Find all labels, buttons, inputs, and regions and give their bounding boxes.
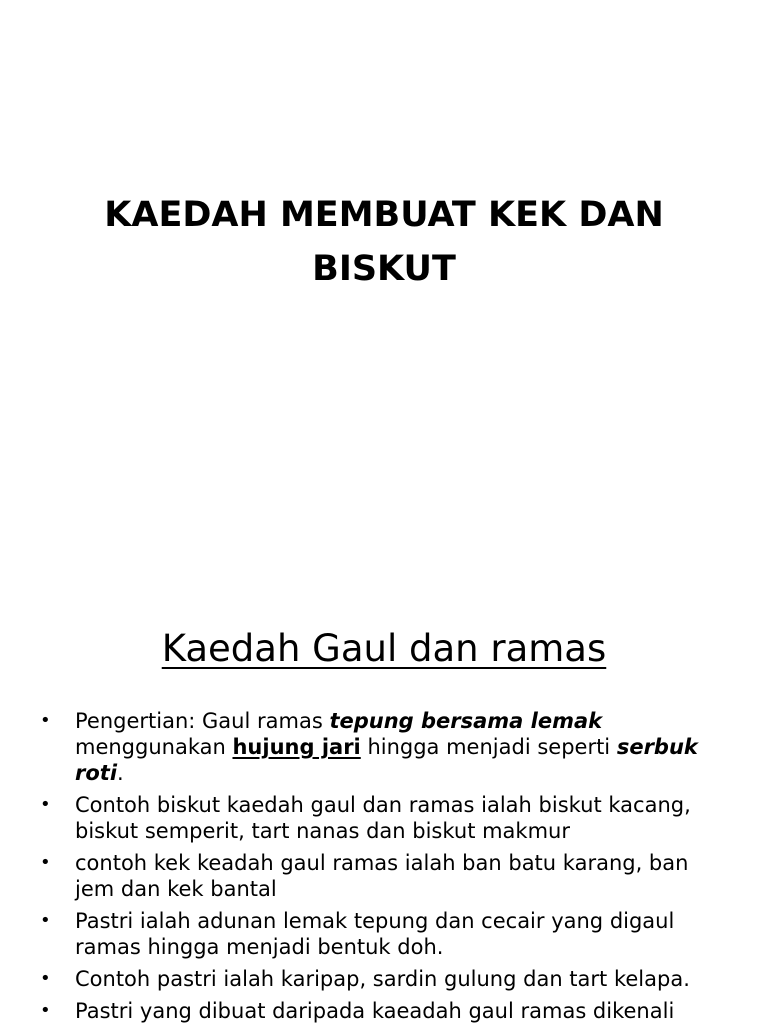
definition-emphasis-fingertips: hujung jari: [232, 735, 361, 759]
bullet-item-pastry-definition: [28, 908, 728, 960]
definition-emphasis-breadcrumbs: serbuk roti: [75, 735, 698, 785]
definition-prefix: Pengertian: Gaul ramas: [75, 709, 330, 733]
bullet-text: Pastri ialah adunan lemak tepung dan cecair yang digaul ramas hingga menjadi bentuk doh.: [75, 909, 675, 959]
bullet-dot: •: [40, 710, 51, 731]
definition-end: .: [117, 761, 124, 785]
bullet-dot: •: [40, 910, 51, 931]
definition-emphasis-ingredients: tepung bersama lemak: [329, 709, 603, 733]
bullet-list: [28, 708, 728, 1030]
definition-mid: menggunakan: [75, 735, 233, 759]
bullet-dot: •: [40, 852, 51, 873]
bullet-text: Contoh biskut kaedah gaul dan ramas ialah biskut kacang, biskut semperit, tart nanas dan biskut makmur: [75, 793, 691, 843]
bullet-item-cake-examples: [28, 850, 728, 902]
bullet-item-pastry-examples: [28, 966, 728, 992]
bullet-dot: •: [40, 968, 51, 989]
bullet-item-pastry-known: [28, 998, 728, 1024]
bullet-item-biscuit-examples: [28, 792, 728, 844]
definition-mid2: hingga menjadi seperti: [360, 735, 617, 759]
bullet-item-definition: [28, 708, 728, 786]
bullet-text: contoh kek keadah gaul ramas ialah ban batu karang, ban jem dan kek bantal: [75, 851, 689, 901]
bullet-text: Contoh pastri ialah karipap, sardin gulung dan tart kelapa.: [75, 967, 690, 991]
bullet-dot: •: [40, 1000, 51, 1021]
bullet-dot: •: [40, 794, 51, 815]
bullet-text: Pastri yang dibuat daripada kaeadah gaul ramas dikenali: [75, 999, 675, 1023]
section-heading: [0, 622, 768, 676]
section-heading-text: Kaedah Gaul dan ramas: [161, 627, 607, 670]
slide-title: KAEDAH MEMBUAT KEK DAN BISKUT: [104, 195, 664, 289]
